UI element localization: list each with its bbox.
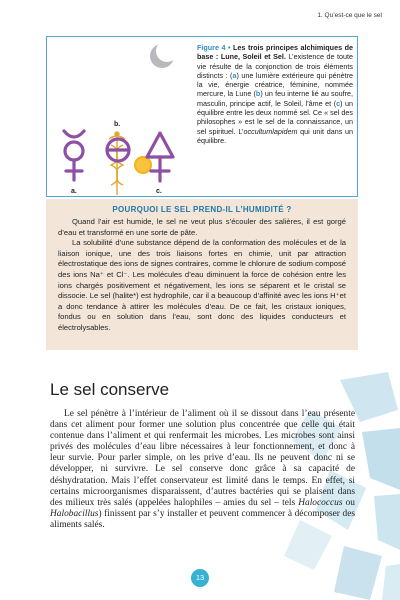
caption-ref-b: b — [255, 89, 261, 99]
paragraph-text: ou — [342, 497, 355, 508]
caption-text: qui unit dans un équilibre. — [197, 126, 353, 145]
page-number: 13 — [191, 569, 209, 587]
caption-text: ) une lumière extérieure qui pénètre la vie, énergie créatrice, féminine, nommée mercure, la Lune ( — [197, 70, 353, 99]
species-name: Halococcus — [298, 497, 343, 508]
caption-text: ) un équilibre entre les deux nommé sel. Ce « sel des philosophes » est le sel de la connaissance, un sel spirituel. L’ — [197, 98, 354, 136]
mercury-symbol-icon — [64, 131, 84, 180]
label-c: c. — [156, 188, 162, 195]
label-a: a. — [71, 188, 77, 195]
paragraph-text: Le sel pénètre à l’intérieur de l’aliment où il se dissout dans l’eau présente dans cet aliment pour former une solution plus concentrée que celle qui était contenue dans l’aliment et qui renfermait les microbes. Les microbes sont ainsi privés des molécules d’eau libre nécessaires à leur fonctionnement, et donc à leur survie. Pour parler simple, on les prive d’eau. Ils ne peuvent donc ni se développer, ni survivre. Le sel conserve donc grâce à sa capacité de déshydratation. Mais l’effet conservateur est limité dans le temps. En effet, si certains microorganismes disparaissent, d’autres bactéries qui se plaisent dans des milieux très salés (appelées halophiles – amies du sel – tels — [50, 409, 355, 508]
figure-number: Figure 4 — [197, 43, 226, 52]
label-b: b. — [114, 121, 121, 128]
section-title: Le sel conserve — [50, 380, 170, 399]
species-name: Halobacillus — [50, 508, 99, 519]
figure-separator: • — [225, 43, 234, 52]
figure-4 — [46, 36, 358, 197]
section-body — [50, 409, 355, 531]
paragraph-text: ) finissent par s’y installer et peuvent commencer à décomposer des aliments salés. — [50, 508, 355, 530]
sun-icon — [134, 156, 152, 174]
caption-text: L’existence de toute vie résulte de la conjonction de trois éléments distincts : ( — [197, 52, 353, 80]
caption-text: ) un feu interne lié au soufre, masculin, principe actif, le Soleil, l’âme et ( — [197, 89, 353, 108]
figure-title: Les trois principes alchimiques de base : Lune, Soleil et Sel. — [197, 43, 353, 62]
sidebar-paragraph: Quand l’air est humide, le sel ne veut plus s’écouler des salières, il est gorgé d’eau et transformé en une sorte de pâte. — [58, 217, 346, 237]
figure-illustration — [47, 37, 187, 198]
salt-symbol-icon — [107, 139, 129, 161]
sulfur-symbol-icon — [147, 133, 173, 181]
moon-icon — [150, 40, 178, 68]
caption-ref-c: c — [336, 98, 341, 108]
caption-italic: occultumlapidem — [243, 126, 298, 136]
figure-caption — [197, 43, 353, 145]
section-paragraph — [50, 409, 355, 531]
sidebar-box — [46, 199, 358, 350]
sidebar-paragraph: La solubilité d’une substance dépend de la conformation des molécules et de la liaison ionique, une des trois liaisons fortes en chimie, unit par attraction électrostatique des ions de signes contraires, comme le chlorure de sodium composé des ions Na⁺ et Cl⁻. Les molécules d’eau diminuent la force de cohésion entre les ions chargés positivement et négativement, les ions se séparent et le cristal se dissocie. Le sel (halite*) est hydrophile, car il a beaucoup d’affinité avec les ions H⁺et a donc tendance à attirer les molécules d’eau. De ce fait, les cristaux ioniques, fondus ou en solution dans l’eau, sont donc des liquides conducteurs et électrolysables. — [58, 238, 346, 332]
sidebar-title: POURQUOI LE SEL PREND-IL L’HUMIDITÉ ? — [112, 205, 292, 214]
caption-ref-a: a — [232, 70, 237, 80]
running-head: 1. Qu’est-ce que le sel — [317, 12, 382, 19]
